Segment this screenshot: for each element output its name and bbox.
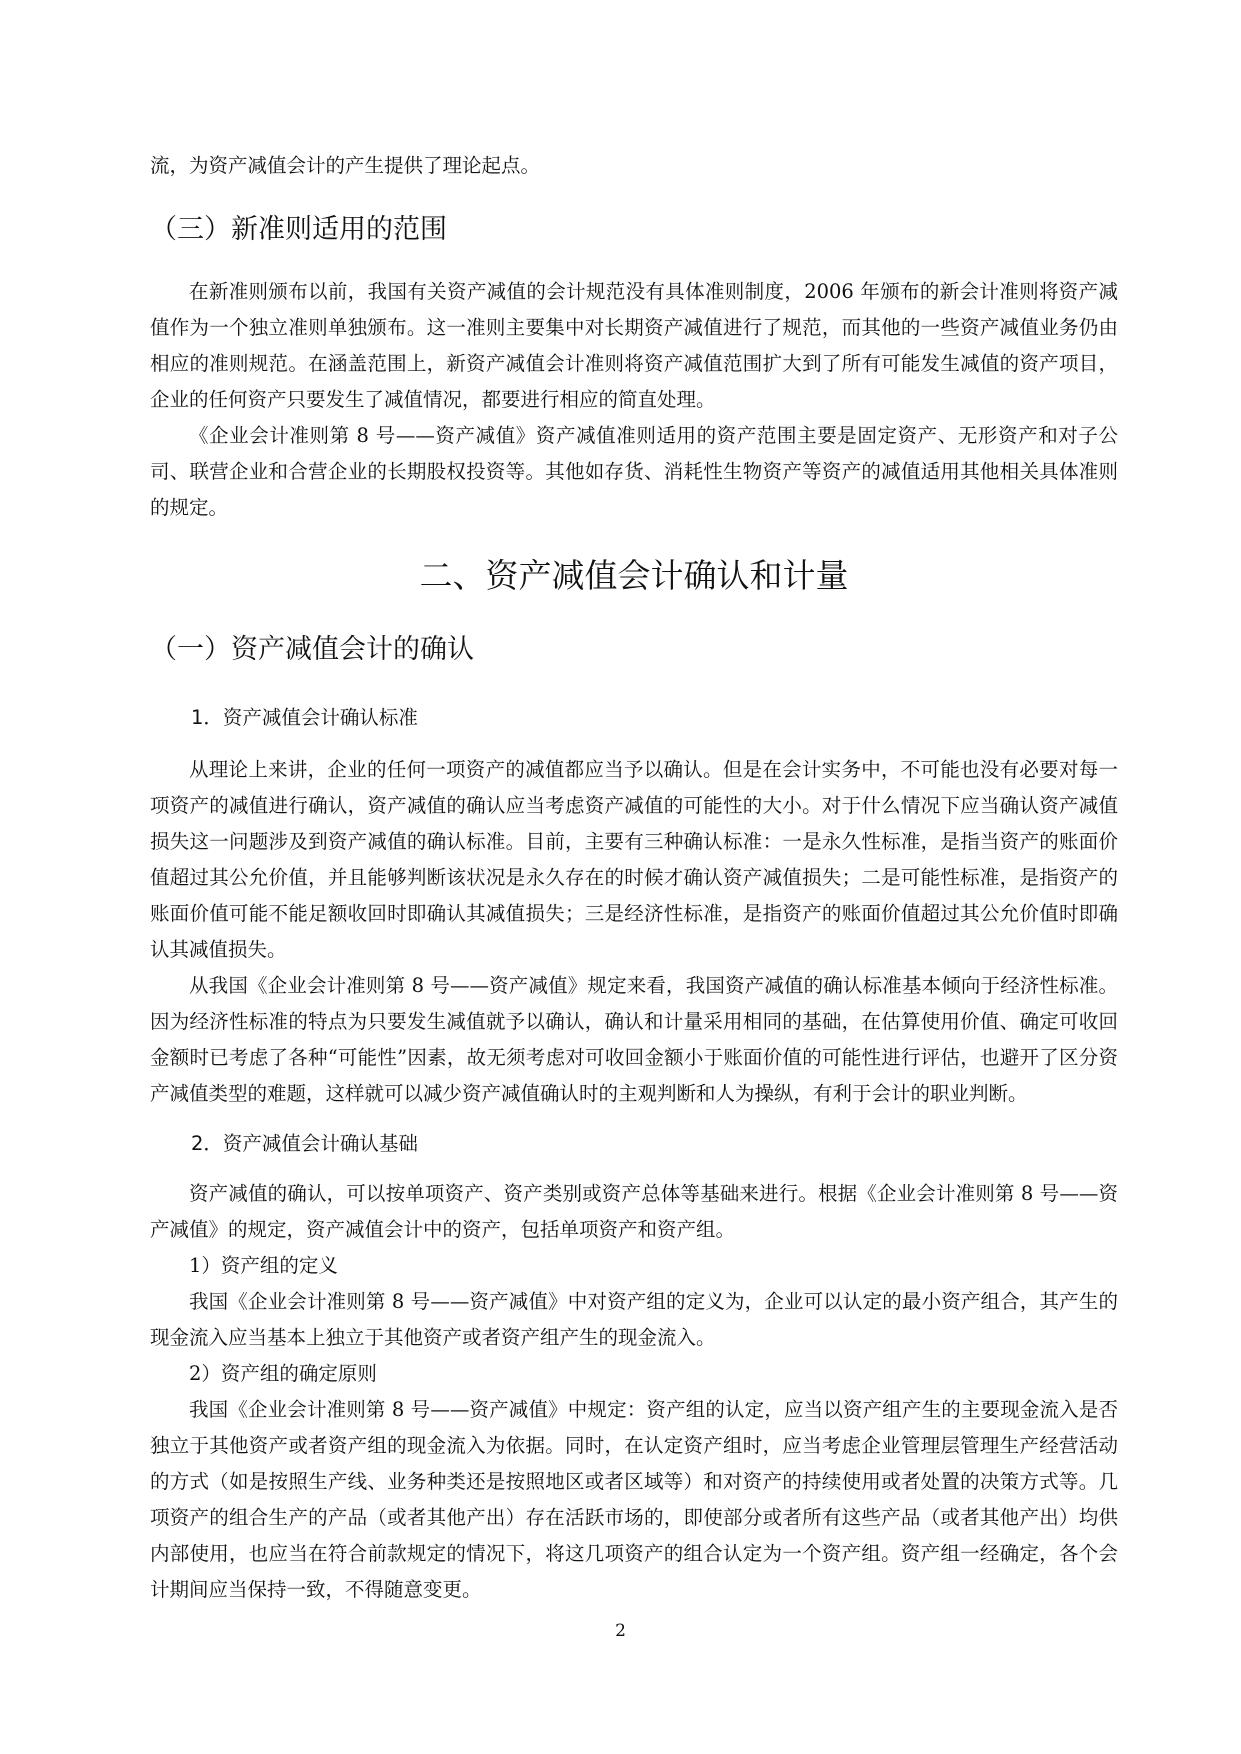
item-heading-standard: 1．资产减值会计确认标准	[191, 706, 418, 729]
section-heading-scope: （三）新准则适用的范围	[150, 214, 447, 245]
page-number: 2	[615, 1621, 626, 1641]
basis-intro-paragraph: 资产减值的确认，可以按单项资产、资产类别或资产总体等基础来进行。根据《企业会计准则第 8 号——资产减值》的规定，资产减值会计中的资产，包括单项资产和资产组。	[150, 1182, 1118, 1241]
item-heading-basis: 2．资产减值会计确认基础	[191, 1132, 418, 1155]
asset-group-principles-paragraph: 我国《企业会计准则第 8 号——资产减值》中规定：资产组的认定，应当以资产组产生的主要现金流入是否独立于其他资产或者资产组的现金流入为依据。同时，在认定资产组时，应当考虑企业管理层管理生产经营活动的方式（如是按照生产线、业务种类还是按照地区或者区域等）和对资产的持续使用或者处置的决策方式等。几项资产的组合生产的产品（或者其他产出）存在活跃市场的，即使部分或者所有这些产品（或者其他产出）均供内部使用，也应当在符合前款规定的情况下，将这几项资产的组合认定为一个资产组。资产组一经确定，各个会计期间应当保持一致，不得随意变更。	[150, 1398, 1118, 1601]
page-content	[150, 148, 1118, 1608]
chapter-heading: 二、资产减值会计确认和计量	[419, 556, 849, 595]
subheading-asset-group-definition: 1）资产组的定义	[189, 1254, 338, 1277]
standard-paragraph-2: 从我国《企业会计准则第 8 号——资产减值》规定来看，我国资产减值的确认标准基本倾向于经济性标准。因为经济性标准的特点为只要发生减值就予以确认，确认和计量采用相同的基础，在估算使用价值、确定可收回金额时已考虑了各种“可能性”因素，故无须考虑对可收回金额小于账面价值的可能性进行评估，也避开了区分资产减值类型的难题，这样就可以减少资产减值确认时的主观判断和人为操纵，有利于会计的职业判断。	[150, 974, 1118, 1105]
standard-paragraph-1: 从理论上来讲，企业的任何一项资产的减值都应当予以确认。但是在会计实务中，不可能也没有必要对每一项资产的减值进行确认，资产减值的确认应当考虑资产减值的可能性的大小。对于什么情况下应当确认资产减值损失这一问题涉及到资产减值的确认标准。目前，主要有三种确认标准：一是永久性标准，是指当资产的账面价值超过其公允价值，并且能够判断该状况是永久存在的时候才确认资产减值损失；二是可能性标准，是指资产的账面价值可能不能足额收回时即确认其减值损失；三是经济性标准，是指资产的账面价值超过其公允价值时即确认其减值损失。	[150, 758, 1118, 961]
continued-paragraph: 流，为资产减值会计的产生提供了理论起点。	[150, 154, 541, 177]
scope-paragraph-2: 《企业会计准则第 8 号——资产减值》资产减值准则适用的资产范围主要是固定资产、无形资产和对子公司、联营企业和合营企业的长期股权投资等。其他如存货、消耗性生物资产等资产的减值适用其他相关具体准则的规定。	[150, 424, 1118, 519]
subheading-asset-group-principles: 2）资产组的确定原则	[189, 1362, 377, 1385]
asset-group-definition-paragraph: 我国《企业会计准则第 8 号——资产减值》中对资产组的定义为，企业可以认定的最小资产组合，其产生的现金流入应当基本上独立于其他资产或者资产组产生的现金流入。	[150, 1290, 1118, 1349]
scope-paragraph-1: 在新准则颁布以前，我国有关资产减值的会计规范没有具体准则制度，2006 年颁布的新会计准则将资产减值作为一个独立准则单独颁布。这一准则主要集中对长期资产减值进行了规范，而其他的一些资产减值业务仍由相应的准则规范。在涵盖范围上，新资产减值会计准则将资产减值范围扩大到了所有可能发生减值的资产项目，企业的任何资产只要发生了减值情况，都要进行相应的简直处理。	[150, 280, 1118, 411]
section-heading-recognition: （一）资产减值会计的确认	[150, 634, 474, 665]
